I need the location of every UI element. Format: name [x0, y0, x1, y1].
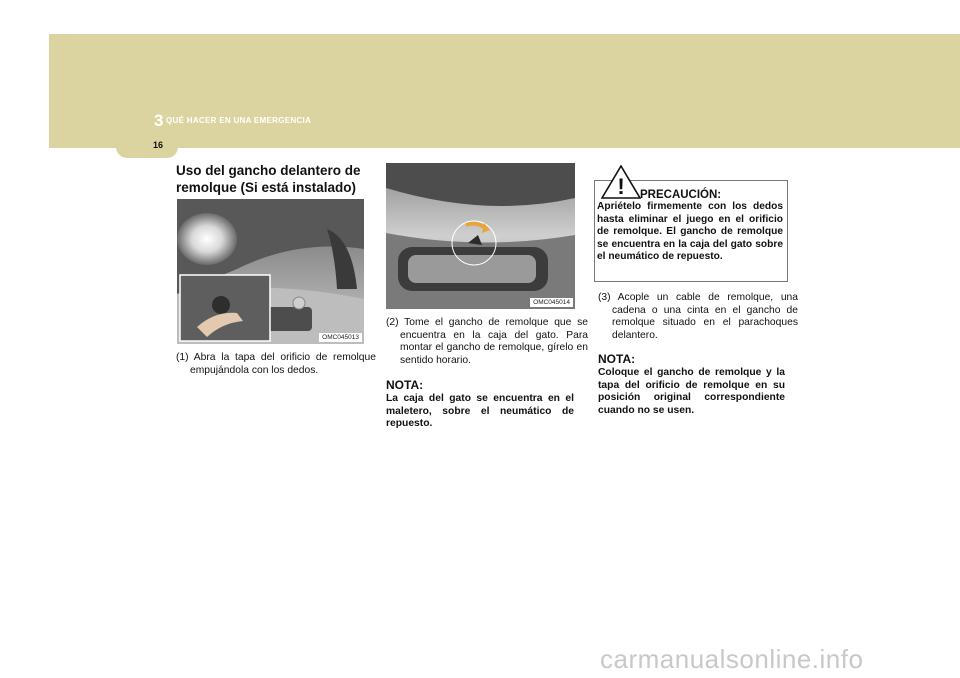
nota-2-body: Coloque el gancho de remolque y la tapa del orificio de remolque en su posición original correspondiente cuando no se usen.	[598, 367, 785, 416]
page-tab	[116, 136, 178, 158]
photo-install-hook	[386, 163, 575, 309]
warning-icon	[601, 165, 641, 204]
car-front-illustration	[177, 199, 364, 344]
warning-box	[594, 174, 788, 282]
chapter-number: 3	[154, 111, 164, 130]
nota-2-title: NOTA:	[598, 352, 636, 366]
step-2: (2) Tome el gancho de remolque que se encuentra en la caja del gato. Para montar el gancho de remolque, gírelo en sentido horario.	[386, 317, 588, 366]
warning-symbol: !	[617, 174, 625, 199]
warning-body: Apriételo firmemente con los dedos hasta eliminar el juego en el orificio de remolque. El gancho de remolque se encuentra en la caja del gato sobre el neumático de repuesto.	[597, 201, 783, 263]
photo-open-cover	[177, 199, 364, 344]
nota-1-title: NOTA:	[386, 378, 424, 392]
page-number: 16	[153, 140, 164, 150]
step-1: (1) Abra la tapa del orificio de remolque empujándola con los dedos.	[176, 352, 376, 376]
warning-title: PRECAUCIÓN:	[640, 189, 722, 201]
step-3: (3) Acople un cable de remolque, una cadena o una cinta en el gancho de remolque situado en el parachoques delantero.	[598, 292, 798, 341]
nota-1-body: La caja del gato se encuentra en el maletero, sobre el neumático de repuesto.	[386, 393, 574, 430]
photo-code-2: OMC045014	[530, 298, 573, 307]
bumper-illustration	[386, 163, 575, 309]
chapter-title: QUÉ HACER EN UNA EMERGENCIA	[166, 116, 312, 125]
section-heading: Uso del gancho delantero de remolque (Si está instalado)	[176, 163, 361, 195]
photo-code-1: OMC045013	[319, 333, 362, 342]
watermark: carmanualsonline.info	[600, 644, 864, 674]
header-band	[49, 34, 960, 148]
